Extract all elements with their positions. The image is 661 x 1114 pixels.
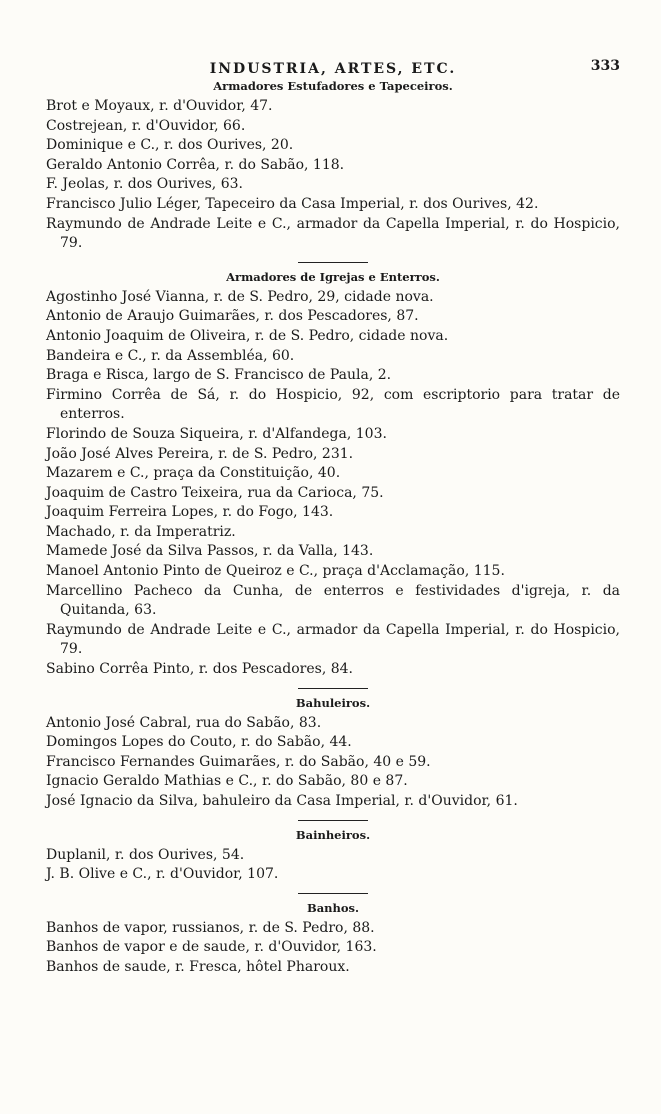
list-item: Francisco Fernandes Guimarães, r. do Sabão, 40 e 59.: [46, 753, 431, 770]
running-title: INDUSTRIA, ARTES, ETC.: [209, 61, 457, 77]
list-item: J. B. Olive e C., r. d'Ouvidor, 107.: [46, 866, 279, 883]
section-divider: [298, 820, 368, 821]
list-item: Domingos Lopes do Couto, r. do Sabão, 44.: [46, 734, 352, 751]
list-item: Mazarem e C., praça da Constituição, 40.: [46, 465, 341, 482]
list-item: Duplanil, r. dos Ourives, 54.: [46, 846, 245, 863]
section-heading: Bainheiros.: [295, 827, 371, 842]
list-item: Brot e Moyaux, r. d'Ouvidor, 47.: [46, 98, 273, 114]
list-item: F. Jeolas, r. dos Ourives, 63.: [46, 176, 243, 193]
list-item: Banhos de vapor, russianos, r. de S. Pedro, 88.: [46, 919, 375, 936]
list-item: Machado, r. da Imperatriz.: [46, 523, 236, 540]
list-item: Braga e Risca, largo de S. Francisco de Paula, 2.: [46, 367, 392, 384]
list-item: Raymundo de Andrade Leite e C., armador da Capella Imperial, r. do Hospicio, 79.: [46, 621, 620, 658]
section-divider: [298, 893, 368, 894]
list-item: Joaquim de Castro Teixeira, rua da Carioca, 75.: [46, 484, 384, 501]
list-item: Francisco Julio Léger, Tapeceiro da Casa Imperial, r. dos Ourives, 42.: [46, 195, 539, 212]
section-divider: [298, 262, 368, 263]
list-item: Joaquim Ferreira Lopes, r. do Fogo, 143.: [46, 504, 334, 521]
section-heading: Bahuleiros.: [295, 695, 371, 710]
list-item: Banhos de saude, r. Fresca, hôtel Pharoux.: [46, 958, 350, 975]
page-number: 333: [590, 58, 620, 74]
list-item: Ignacio Geraldo Mathias e C., r. do Sabão, 80 e 87.: [46, 773, 408, 790]
list-item: Raymundo de Andrade Leite e C., armador da Capella Imperial, r. do Hospicio, 79.: [46, 215, 620, 252]
list-item: Antonio José Cabral, rua do Sabão, 83.: [46, 714, 322, 731]
list-item: Bandeira e C., r. da Assembléa, 60.: [46, 347, 295, 364]
list-item: Firmino Corrêa de Sá, r. do Hospicio, 92, com escriptorio para tratar de enterros.: [46, 386, 620, 423]
list-item: Mamede José da Silva Passos, r. da Valla, 143.: [46, 543, 374, 560]
list-item: Banhos de vapor e de saude, r. d'Ouvidor, 163.: [46, 939, 377, 956]
directory-page: [46, 58, 620, 978]
list-item: Antonio Joaquim de Oliveira, r. de S. Pedro, cidade nova.: [46, 327, 449, 344]
section-heading: Armadores Estufadores e Tapeceiros.: [213, 79, 453, 93]
section-armadores-igrejas: [46, 269, 620, 680]
list-item: Dominique e C., r. dos Ourives, 20.: [46, 137, 294, 154]
list-item: Sabino Corrêa Pinto, r. dos Pescadores, 84.: [46, 661, 353, 678]
section-heading: Armadores de Igrejas e Enterros.: [226, 269, 440, 284]
section-bainheiros: [46, 827, 620, 885]
section-armadores-estufadores: [46, 78, 620, 254]
list-item: Antonio de Araujo Guimarães, r. dos Pescadores, 87.: [46, 308, 419, 325]
list-item: Agostinho José Vianna, r. de S. Pedro, 29, cidade nova.: [46, 288, 434, 305]
list-item: João José Alves Pereira, r. de S. Pedro, 231.: [46, 445, 354, 462]
running-header: [46, 58, 620, 80]
list-item: Marcellino Pacheco da Cunha, de enterros e festividades d'igreja, r. da Quitanda, 63.: [46, 582, 620, 619]
section-divider: [298, 688, 368, 689]
list-item: Florindo de Souza Siqueira, r. d'Alfandega, 103.: [46, 425, 387, 442]
list-item: Geraldo Antonio Corrêa, r. do Sabão, 118.: [46, 156, 345, 173]
list-item: Costrejean, r. d'Ouvidor, 66.: [46, 117, 246, 134]
list-item: Manoel Antonio Pinto de Queiroz e C., praça d'Acclamação, 115.: [46, 563, 505, 580]
section-heading: Banhos.: [306, 900, 360, 915]
section-banhos: [46, 900, 620, 978]
list-item: José Ignacio da Silva, bahuleiro da Casa Imperial, r. d'Ouvidor, 61.: [46, 793, 518, 809]
section-bahuleiros: [46, 695, 620, 812]
